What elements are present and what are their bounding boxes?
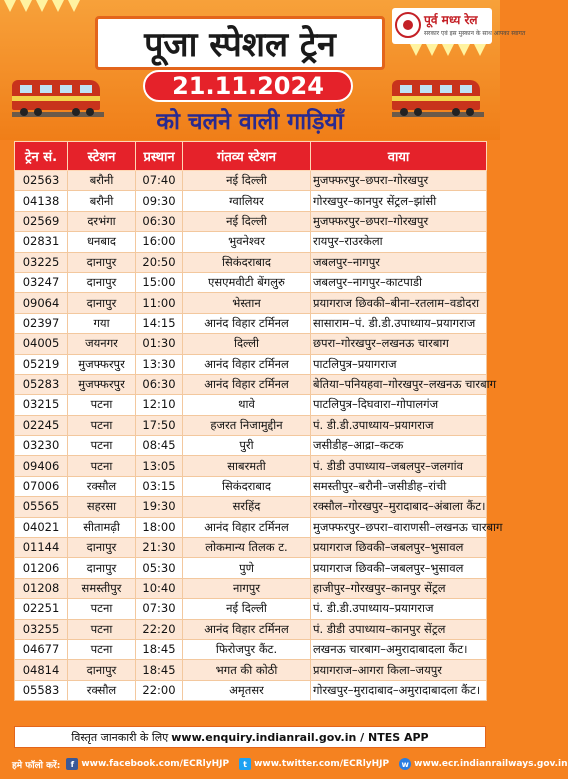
table-row xyxy=(15,680,487,700)
station-cell: बरौनी xyxy=(68,191,136,211)
bunting-left-icon xyxy=(4,0,84,14)
departure-cell: 13:30 xyxy=(136,354,183,374)
via-cell: मुजफ्फरपुर–छपरा–गोरखपुर xyxy=(311,171,487,191)
via-cell: बेतिया–पनियहवा–गोरखपुर–लखनऊ चारबाग xyxy=(311,374,487,394)
destination-cell: आनंद विहार टर्मिनल xyxy=(183,313,311,333)
via-cell: पाटलिपुत्र–दिघवारा–गोपालगंज xyxy=(311,395,487,415)
destination-cell: आनंद विहार टर्मिनल xyxy=(183,517,311,537)
via-cell: जसीडीह–आद्रा–कटक xyxy=(311,436,487,456)
destination-cell: नई दिल्ली xyxy=(183,599,311,619)
header-destination: गंतव्य स्टेशन xyxy=(183,142,311,171)
station-cell: जयनगर xyxy=(68,334,136,354)
destination-cell: नई दिल्ली xyxy=(183,171,311,191)
table-header-row xyxy=(15,142,487,171)
table-row xyxy=(15,599,487,619)
train-no-cell: 04021 xyxy=(15,517,68,537)
table-row xyxy=(15,354,487,374)
departure-cell: 14:15 xyxy=(136,313,183,333)
train-no-cell: 02251 xyxy=(15,599,68,619)
train-no-cell: 05283 xyxy=(15,374,68,394)
departure-cell: 22:20 xyxy=(136,619,183,639)
table-row xyxy=(15,619,487,639)
train-no-cell: 04677 xyxy=(15,639,68,659)
table-row xyxy=(15,171,487,191)
destination-cell: आनंद विहार टर्मिनल xyxy=(183,374,311,394)
table-row xyxy=(15,374,487,394)
header-station: स्टेशन xyxy=(68,142,136,171)
departure-cell: 16:00 xyxy=(136,232,183,252)
station-cell: पटना xyxy=(68,436,136,456)
table-row xyxy=(15,578,487,598)
date-badge: 21.11.2024 xyxy=(143,70,353,102)
destination-cell: लोकमान्य तिलक ट. xyxy=(183,538,311,558)
twitter-url: www.twitter.com/ECRlyHJP xyxy=(254,759,390,769)
table-row xyxy=(15,558,487,578)
destination-cell: अमृतसर xyxy=(183,680,311,700)
destination-cell: दिल्ली xyxy=(183,334,311,354)
departure-cell: 18:45 xyxy=(136,660,183,680)
station-cell: पटना xyxy=(68,456,136,476)
station-cell: गया xyxy=(68,313,136,333)
departure-cell: 15:00 xyxy=(136,272,183,292)
train-no-cell: 03215 xyxy=(15,395,68,415)
destination-cell: फिरोजपुर कैंट. xyxy=(183,639,311,659)
destination-cell: आनंद विहार टर्मिनल xyxy=(183,619,311,639)
train-no-cell: 03225 xyxy=(15,252,68,272)
twitter-link[interactable] xyxy=(239,758,389,770)
table-row xyxy=(15,415,487,435)
info-bar xyxy=(14,726,486,748)
via-cell: पाटलिपुत्र–प्रयागराज xyxy=(311,354,487,374)
via-cell: पं. डी.डी.उपाध्याय–प्रयागराज xyxy=(311,415,487,435)
station-cell: रक्सौल xyxy=(68,476,136,496)
info-link[interactable]: www.enquiry.indianrail.gov.in / NTES APP xyxy=(171,730,429,744)
via-cell: रक्सौल–गोरखपुर–मुरादाबाद–अंबाला कैंट। xyxy=(311,497,487,517)
table-row xyxy=(15,517,487,537)
destination-cell: सरहिंद xyxy=(183,497,311,517)
header-departure: प्रस्थान xyxy=(136,142,183,171)
table-row xyxy=(15,272,487,292)
table-row xyxy=(15,334,487,354)
station-cell: रक्सौल xyxy=(68,680,136,700)
departure-cell: 21:30 xyxy=(136,538,183,558)
facebook-url: www.facebook.com/ECRlyHJP xyxy=(81,759,230,769)
table-row xyxy=(15,436,487,456)
train-no-cell: 01144 xyxy=(15,538,68,558)
train-no-cell: 01208 xyxy=(15,578,68,598)
station-cell: मुजफ्फरपुर xyxy=(68,354,136,374)
header-via: वाया xyxy=(311,142,487,171)
destination-cell: भगत की कोठी xyxy=(183,660,311,680)
table-row xyxy=(15,395,487,415)
via-cell: पं. डी.डी.उपाध्याय–प्रयागराज xyxy=(311,599,487,619)
via-cell: लखनऊ चारबाग–अमुरादाबादला कैंट। xyxy=(311,639,487,659)
train-no-cell: 03230 xyxy=(15,436,68,456)
station-cell: पटना xyxy=(68,395,136,415)
departure-cell: 08:45 xyxy=(136,436,183,456)
station-cell: दरभंगा xyxy=(68,211,136,231)
via-cell: प्रयागराज छिवकी–जबलपुर–भुसावल xyxy=(311,538,487,558)
departure-cell: 07:30 xyxy=(136,599,183,619)
destination-cell: पुणे xyxy=(183,558,311,578)
train-no-cell: 02831 xyxy=(15,232,68,252)
via-cell: छपरा–गोरखपुर–लखनऊ चारबाग xyxy=(311,334,487,354)
table-row xyxy=(15,497,487,517)
station-cell: मुजफ्फरपुर xyxy=(68,374,136,394)
station-cell: दानापुर xyxy=(68,252,136,272)
station-cell: सीतामढ़ी xyxy=(68,517,136,537)
follow-label: हमे फॉलो करें: xyxy=(12,760,61,771)
station-cell: पटना xyxy=(68,415,136,435)
departure-cell: 20:50 xyxy=(136,252,183,272)
station-cell: दानापुर xyxy=(68,293,136,313)
train-no-cell: 02569 xyxy=(15,211,68,231)
via-cell: जबलपुर–नागपुर–काटपाडी xyxy=(311,272,487,292)
table-row xyxy=(15,191,487,211)
departure-cell: 03:15 xyxy=(136,476,183,496)
table-body xyxy=(15,171,503,701)
table-row xyxy=(15,232,487,252)
info-text: विस्तृत जानकारी के लिए xyxy=(71,730,169,744)
table-row xyxy=(15,293,487,313)
facebook-icon: f xyxy=(66,758,78,770)
station-cell: दानापुर xyxy=(68,538,136,558)
via-cell: गोरखपुर–कानपुर सेंट्रल–झांसी xyxy=(311,191,487,211)
destination-cell: ग्वालियर xyxy=(183,191,311,211)
train-no-cell: 05583 xyxy=(15,680,68,700)
destination-cell: आनंद विहार टर्मिनल xyxy=(183,354,311,374)
train-no-cell: 03255 xyxy=(15,619,68,639)
destination-cell: हजरत निजामुद्दीन xyxy=(183,415,311,435)
via-cell: प्रयागराज–आगरा किला–जयपुर xyxy=(311,660,487,680)
destination-cell: सिकंदराबाद xyxy=(183,252,311,272)
globe-icon: w xyxy=(399,758,411,770)
header-banner xyxy=(0,0,526,140)
via-cell: गोरखपुर–मुरादाबाद–अमुरादाबादला कैंट। xyxy=(311,680,487,700)
table-row xyxy=(15,211,487,231)
facebook-link[interactable] xyxy=(66,758,229,770)
page-title: पूजा स्पेशल ट्रेन xyxy=(144,25,336,65)
destination-cell: साबरमती xyxy=(183,456,311,476)
departure-cell: 19:30 xyxy=(136,497,183,517)
destination-cell: पुरी xyxy=(183,436,311,456)
departure-cell: 05:30 xyxy=(136,558,183,578)
departure-cell: 17:50 xyxy=(136,415,183,435)
departure-cell: 18:00 xyxy=(136,517,183,537)
page-subtitle: को चलने वाली गाड़ियाँ xyxy=(156,109,344,135)
logo-tagline: सरकार एवं इस मुस्कान के साथ आपका स्वागत xyxy=(424,30,526,37)
train-no-cell: 04814 xyxy=(15,660,68,680)
station-cell: दानापुर xyxy=(68,272,136,292)
train-no-cell: 02397 xyxy=(15,313,68,333)
destination-cell: भेस्तान xyxy=(183,293,311,313)
departure-cell: 10:40 xyxy=(136,578,183,598)
table-row xyxy=(15,639,487,659)
station-cell: बरौनी xyxy=(68,171,136,191)
via-cell: समस्तीपुर–बरौनी–जसीडीह–रांची xyxy=(311,476,487,496)
page-title-box xyxy=(95,16,385,70)
social-bar xyxy=(0,752,568,776)
train-no-cell: 01206 xyxy=(15,558,68,578)
station-cell: सहरसा xyxy=(68,497,136,517)
via-cell: पं. डीडी उपाध्याय–जबलपुर–जलगांव xyxy=(311,456,487,476)
train-no-cell: 02245 xyxy=(15,415,68,435)
train-no-cell: 04138 xyxy=(15,191,68,211)
train-no-cell: 09064 xyxy=(15,293,68,313)
destination-cell: सिकंदराबाद xyxy=(183,476,311,496)
via-cell: मुजफ्फरपुर–छपरा–गोरखपुर xyxy=(311,211,487,231)
station-cell: दानापुर xyxy=(68,558,136,578)
table-row xyxy=(15,313,487,333)
train-no-cell: 05219 xyxy=(15,354,68,374)
railway-logo xyxy=(392,8,526,44)
departure-cell: 06:30 xyxy=(136,211,183,231)
table-row xyxy=(15,476,487,496)
departure-cell: 18:45 xyxy=(136,639,183,659)
table-row xyxy=(15,456,487,476)
via-cell: जबलपुर–नागपुर xyxy=(311,252,487,272)
destination-cell: एसएमवीटी बेंगलुरु xyxy=(183,272,311,292)
destination-cell: नई दिल्ली xyxy=(183,211,311,231)
via-cell: पं. डीडी उपाध्याय–कानपुर सेंट्रल xyxy=(311,619,487,639)
website-link[interactable] xyxy=(399,758,567,770)
train-no-cell: 05565 xyxy=(15,497,68,517)
header-train-no: ट्रेन सं. xyxy=(15,142,68,171)
via-cell: रायपुर–राउरकेला xyxy=(311,232,487,252)
table-row xyxy=(15,252,487,272)
train-no-cell: 07006 xyxy=(15,476,68,496)
departure-cell: 06:30 xyxy=(136,374,183,394)
railway-emblem-icon xyxy=(395,12,421,38)
train-schedule-table xyxy=(14,141,503,701)
train-no-cell: 04005 xyxy=(15,334,68,354)
departure-cell: 13:05 xyxy=(136,456,183,476)
destination-cell: नागपुर xyxy=(183,578,311,598)
website-url: www.ecr.indianrailways.gov.in xyxy=(414,759,568,769)
destination-cell: भुवनेश्वर xyxy=(183,232,311,252)
train-no-cell: 03247 xyxy=(15,272,68,292)
bunting-right-icon xyxy=(410,44,490,58)
twitter-icon: t xyxy=(239,758,251,770)
station-cell: पटना xyxy=(68,599,136,619)
via-cell: सासाराम–पं. डी.डी.उपाध्याय–प्रयागराज xyxy=(311,313,487,333)
departure-cell: 07:40 xyxy=(136,171,183,191)
table-row xyxy=(15,660,487,680)
station-cell: पटना xyxy=(68,639,136,659)
departure-cell: 12:10 xyxy=(136,395,183,415)
station-cell: दानापुर xyxy=(68,660,136,680)
departure-cell: 09:30 xyxy=(136,191,183,211)
station-cell: धनबाद xyxy=(68,232,136,252)
departure-cell: 22:00 xyxy=(136,680,183,700)
via-cell: मुजफ्फरपुर–छपरा–वाराणसी–लखनऊ चारबाग xyxy=(311,517,487,537)
table-row xyxy=(15,538,487,558)
station-cell: समस्तीपुर xyxy=(68,578,136,598)
departure-cell: 01:30 xyxy=(136,334,183,354)
logo-name: पूर्व मध्य रेल xyxy=(424,13,478,27)
destination-cell: थावे xyxy=(183,395,311,415)
via-cell: प्रयागराज छिवकी–बीना–रतलाम–वडोदरा xyxy=(311,293,487,313)
station-cell: पटना xyxy=(68,619,136,639)
departure-cell: 11:00 xyxy=(136,293,183,313)
train-no-cell: 09406 xyxy=(15,456,68,476)
via-cell: हाजीपुर–गोरखपुर–कानपुर सेंट्रल xyxy=(311,578,487,598)
via-cell: प्रयागराज छिवकी–जबलपुर–भुसावल xyxy=(311,558,487,578)
train-no-cell: 02563 xyxy=(15,171,68,191)
